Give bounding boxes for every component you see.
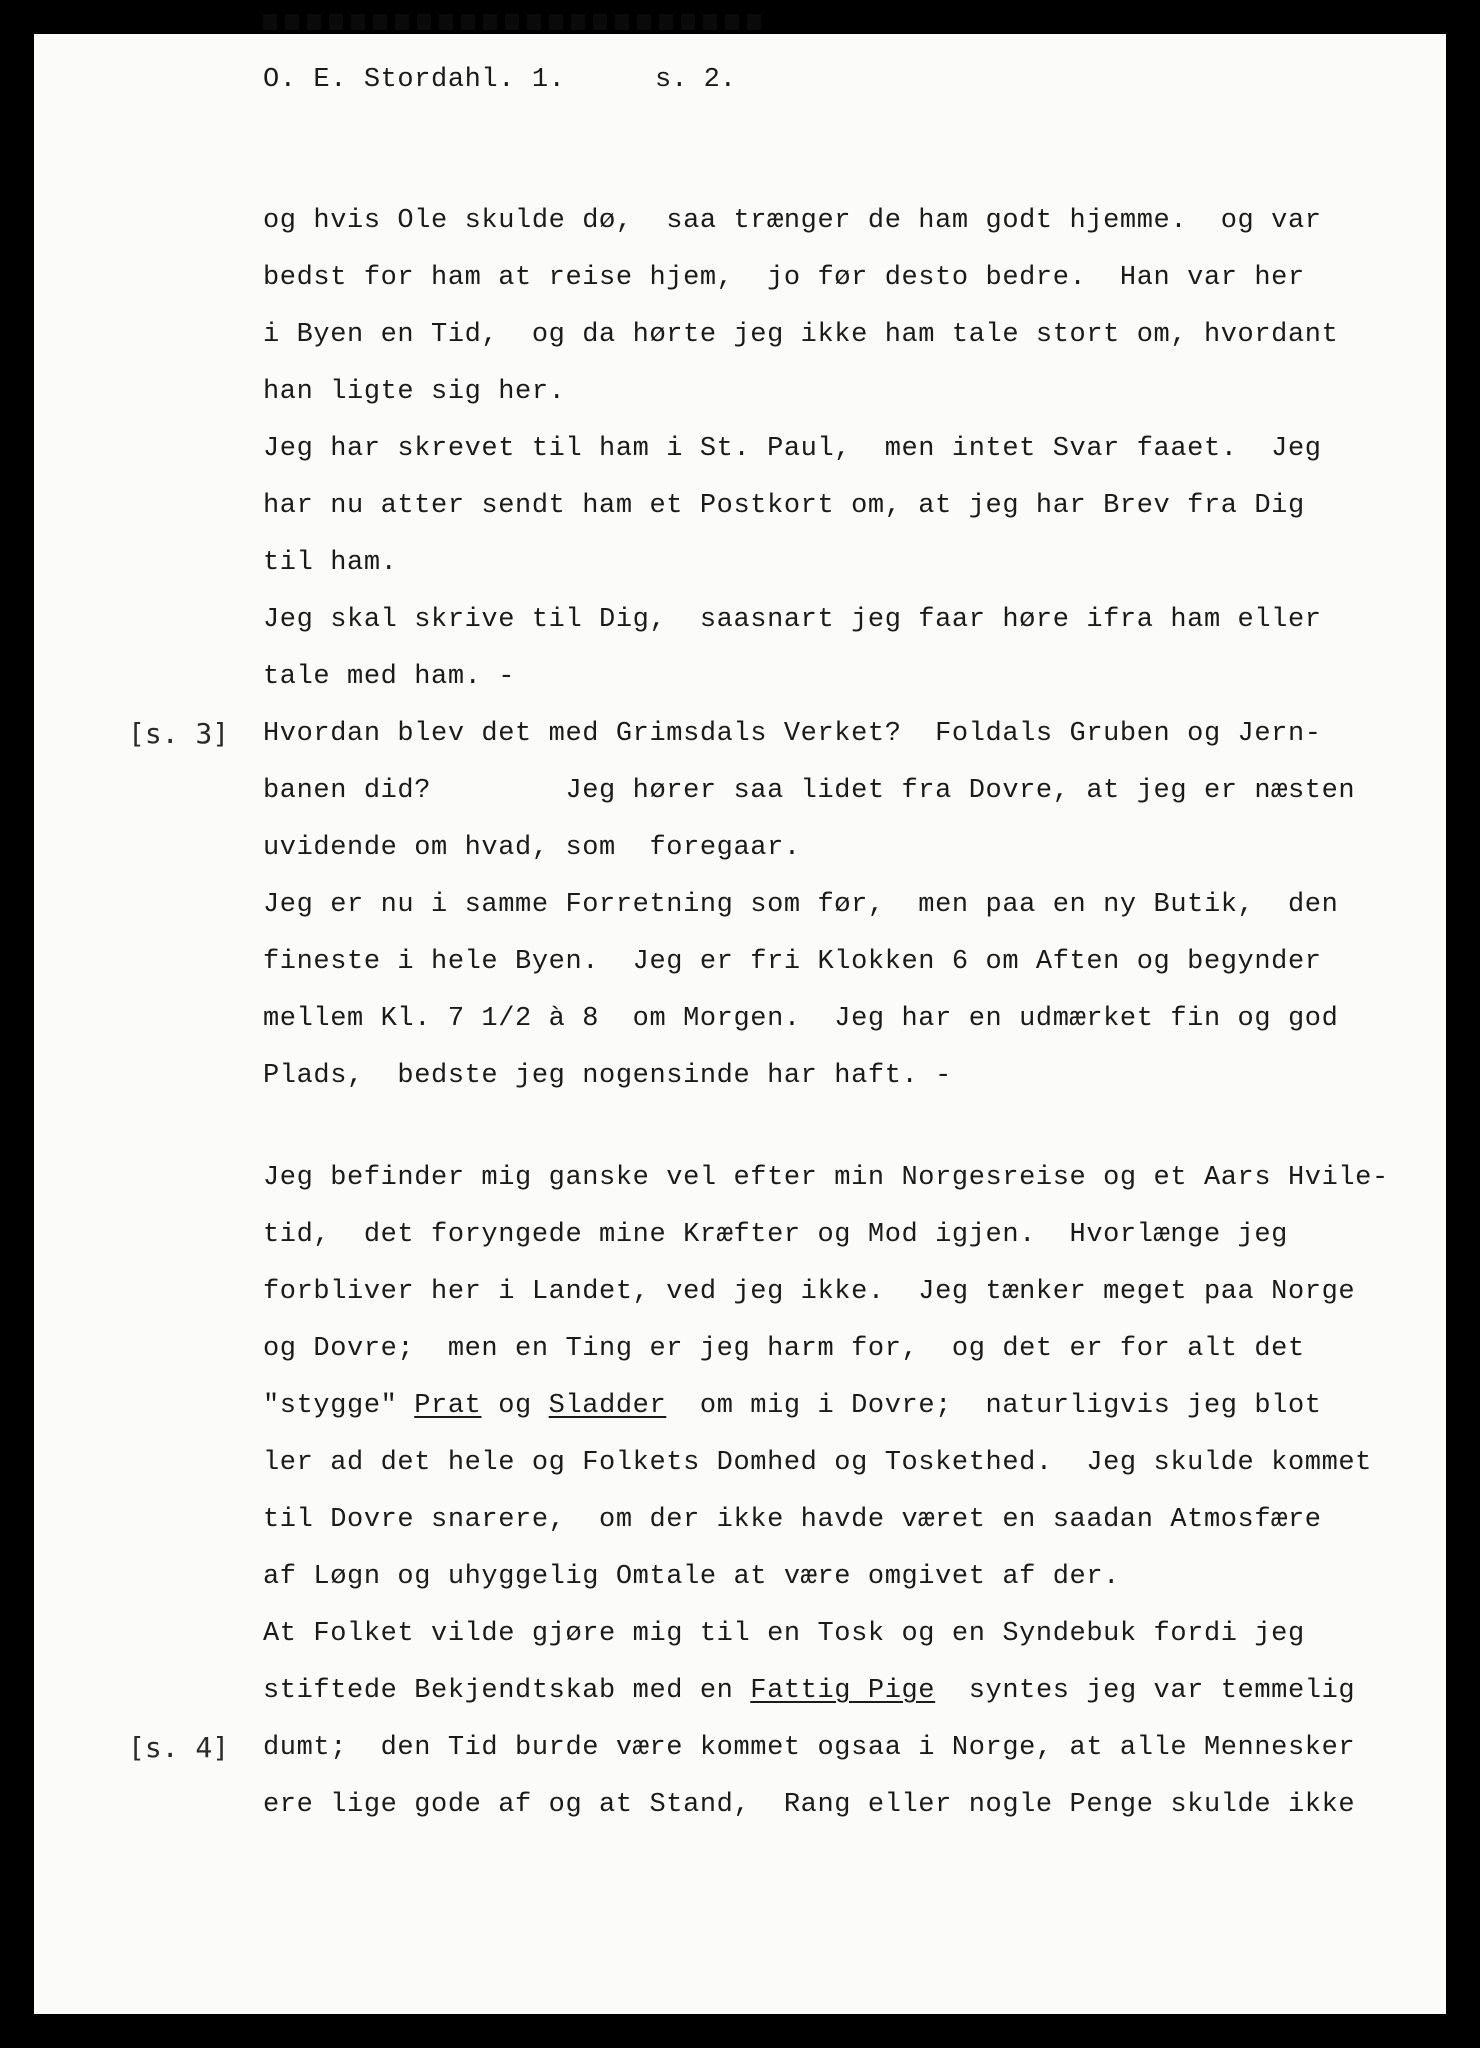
text-line-7: til ham. bbox=[263, 548, 398, 578]
text-line-26 bbox=[263, 1678, 1355, 1705]
text-line-8: Jeg skal skrive til Dig, saasnart jeg faar høre ifra ham eller bbox=[263, 605, 1322, 635]
text-line-10: Hvordan blev det med Grimsdals Verket? Foldals Gruben og Jern- bbox=[263, 719, 1322, 749]
text-line-24: af Løgn og uhyggelig Omtale at være omgivet af der. bbox=[263, 1562, 1120, 1592]
header-page-number: s. 2. bbox=[655, 65, 737, 95]
text-line-14: fineste i hele Byen. Jeg er fri Klokken 6 om Aften og begynder bbox=[263, 947, 1322, 977]
text-line-6: har nu atter sendt ham et Postkort om, at jeg har Brev fra Dig bbox=[263, 491, 1305, 521]
text-line-27: dumt; den Tid burde være kommet ogsaa i Norge, at alle Mennesker bbox=[263, 1733, 1356, 1763]
text-segment: "stygge" bbox=[263, 1391, 415, 1421]
text-line-12: uvidende om hvad, som foregaar. bbox=[263, 833, 801, 863]
text-line-1: og hvis Ole skulde dø, saa trænger de ham godt hjemme. og var bbox=[263, 206, 1322, 236]
underlined-word-prat: Prat bbox=[414, 1391, 482, 1421]
text-line-13: Jeg er nu i samme Forretning som før, men paa en ny Butik, den bbox=[263, 890, 1339, 920]
text-line-28: ere lige gode af og at Stand, Rang eller nogle Penge skulde ikke bbox=[263, 1790, 1356, 1820]
text-line-9: tale med ham. - bbox=[263, 662, 516, 692]
faint-previous-line bbox=[263, 14, 763, 30]
text-line-17: Jeg befinder mig ganske vel efter min Norgesreise og et Aars Hvile- bbox=[263, 1163, 1389, 1193]
text-line-5: Jeg har skrevet til ham i St. Paul, men intet Svar faaet. Jeg bbox=[263, 434, 1322, 464]
header-author: O. E. Stordahl. 1. bbox=[263, 65, 566, 95]
text-line-15: mellem Kl. 7 1/2 à 8 om Morgen. Jeg har en udmærket fin og god bbox=[263, 1004, 1339, 1034]
margin-note-page-4: [s. 4] bbox=[128, 1731, 230, 1764]
text-line-11: banen did? Jeg hører saa lidet fra Dovre, at jeg er næsten bbox=[263, 776, 1356, 806]
text-segment: og bbox=[481, 1391, 549, 1421]
text-segment: stiftede Bekjendtskab med en bbox=[263, 1676, 751, 1706]
text-line-23: til Dovre snarere, om der ikke havde været en saadan Atmosfære bbox=[263, 1505, 1322, 1535]
text-line-2: bedst for ham at reise hjem, jo før desto bedre. Han var her bbox=[263, 263, 1305, 293]
text-line-20: og Dovre; men en Ting er jeg harm for, og det er for alt det bbox=[263, 1334, 1305, 1364]
text-line-18: tid, det foryngede mine Kræfter og Mod igjen. Hvorlænge jeg bbox=[263, 1220, 1288, 1250]
underlined-word-sladder: Sladder bbox=[548, 1391, 667, 1421]
text-segment: syntes jeg var temmelig bbox=[935, 1676, 1356, 1706]
text-line-4: han ligte sig her. bbox=[263, 377, 566, 407]
text-line-3: i Byen en Tid, og da hørte jeg ikke ham tale stort om, hvordant bbox=[263, 320, 1339, 350]
text-line-16: Plads, bedste jeg nogensinde har haft. - bbox=[263, 1061, 952, 1091]
text-line-22: ler ad det hele og Folkets Domhed og Toskethed. Jeg skulde kommet bbox=[263, 1448, 1372, 1478]
margin-note-page-3: [s. 3] bbox=[128, 717, 230, 750]
underlined-phrase-fattig-pige: Fattig Pige bbox=[750, 1676, 936, 1706]
text-line-21 bbox=[263, 1393, 1322, 1420]
text-line-25: At Folket vilde gjøre mig til en Tosk og en Syndebuk fordi jeg bbox=[263, 1619, 1305, 1649]
text-segment: om mig i Dovre; naturligvis jeg blot bbox=[666, 1391, 1322, 1421]
text-line-19: forbliver her i Landet, ved jeg ikke. Jeg tænker meget paa Norge bbox=[263, 1277, 1356, 1307]
